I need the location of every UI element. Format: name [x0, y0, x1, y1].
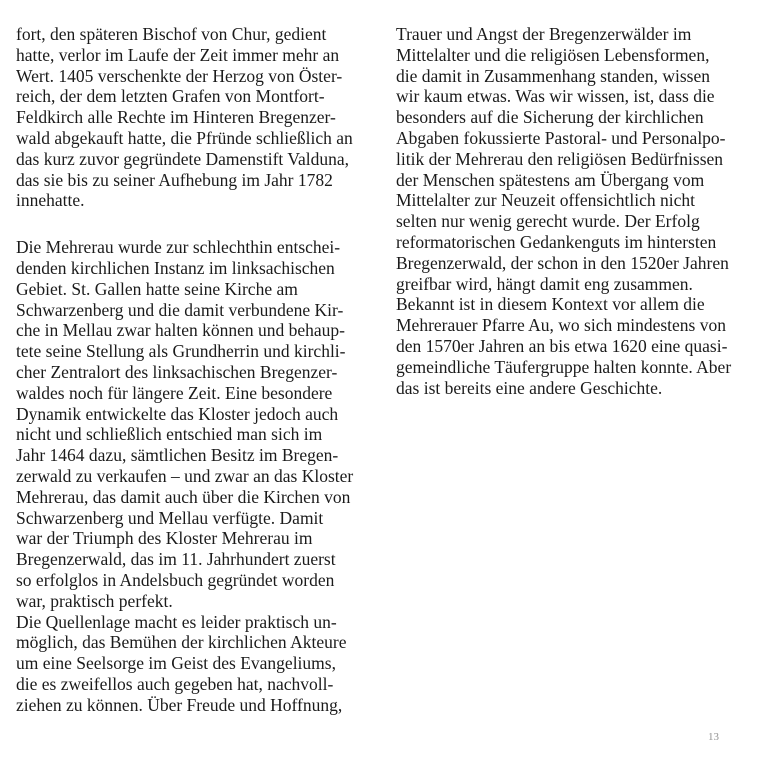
text-line: che in Mellau zwar halten können und behaup- [16, 320, 345, 341]
text-line: reformatorischen Gedankenguts im hintersten [396, 231, 717, 252]
text-line: um eine Seelsorge im Geist des Evangeliums, [16, 653, 336, 674]
text-line: Bregenzerwald, der schon in den 1520er Jahren [396, 252, 729, 273]
text-line: Schwarzenberg und Mellau verfügte. Damit [16, 507, 324, 528]
text-line: das sie bis zu seiner Aufhebung im Jahr 1782 [16, 169, 333, 190]
text-line: das kurz zuvor gegründete Damenstift Valduna, [16, 148, 350, 169]
page-number: 13 [708, 731, 719, 743]
paragraph [396, 24, 750, 398]
text-line: den 1570er Jahren an bis etwa 1620 eine quasi- [396, 335, 728, 356]
text-line: wald abgekauft hatte, die Pfründe schließlich an [16, 127, 353, 148]
right-column [396, 24, 750, 398]
text-line: Wert. 1405 verschenkte der Herzog von Öster- [16, 65, 343, 86]
text-line: ziehen zu können. Über Freude und Hoffnung, [16, 694, 343, 715]
text-line: Die Mehrerau wurde zur schlechthin entschei- [16, 237, 341, 258]
text-line: Bekannt ist in diesem Kontext vor allem die [396, 294, 705, 315]
paragraph [16, 237, 378, 611]
text-line: litik der Mehrerau den religiösen Bedürfnissen [396, 148, 724, 169]
text-line: Feldkirch alle Rechte im Hinteren Bregenzer- [16, 107, 336, 128]
text-line: waldes noch für längere Zeit. Eine besondere [16, 382, 333, 403]
text-line: reich, der dem letzten Grafen von Montfort- [16, 86, 325, 107]
text-line: Mittelalter und die religiösen Lebensformen, [396, 44, 710, 65]
text-line: war, praktisch perfekt. [16, 590, 173, 611]
text-line: Gebiet. St. Gallen hatte seine Kirche am [16, 278, 298, 299]
text-line: die es zweifellos auch gegeben hat, nachvoll- [16, 673, 334, 694]
text-line: Mehrerauer Pfarre Au, wo sich mindestens von [396, 315, 726, 336]
text-line: Mehrerau, das damit auch über die Kirchen von [16, 486, 351, 507]
paragraph [16, 24, 378, 211]
text-line: so erfolglos in Andelsbuch gegründet worden [16, 569, 335, 590]
text-line: Schwarzenberg und die damit verbundene Kir- [16, 299, 344, 320]
text-line: das ist bereits eine andere Geschichte. [396, 377, 663, 398]
text-line: greifbar wird, hängt damit eng zusammen. [396, 273, 693, 294]
text-line: nicht und schließlich entschied man sich im [16, 424, 323, 445]
text-line: war der Triumph des Kloster Mehrerau im [16, 528, 313, 549]
text-line: denden kirchlichen Instanz im linksachischen [16, 257, 335, 278]
text-line: der Menschen spätestens am Übergang vom [396, 169, 705, 190]
text-line: gemeindliche Täufergruppe halten konnte. Aber [396, 356, 732, 377]
text-line: Bregenzerwald, das im 11. Jahrhundert zuerst [16, 549, 336, 570]
text-line: Dynamik entwickelte das Kloster jedoch auch [16, 403, 339, 424]
text-line: Abgaben fokussierte Pastoral- und Personalpo- [396, 127, 726, 148]
text-line: fort, den späteren Bischof von Chur, gedient [16, 24, 327, 44]
text-line: Mittelalter zur Neuzeit offensichtlich nicht [396, 190, 696, 211]
text-line: innehatte. [16, 190, 85, 211]
text-line: selten nur wenig gerecht wurde. Der Erfolg [396, 211, 700, 232]
paragraph [16, 612, 378, 716]
text-line: Trauer und Angst der Bregenzerwälder im [396, 24, 692, 44]
text-line: Jahr 1464 dazu, sämtlichen Besitz im Bregen- [16, 445, 339, 466]
text-line: zerwald zu verkaufen – und zwar an das Kloster [16, 465, 354, 486]
text-line: cher Zentralort des linksachischen Bregenzer- [16, 361, 338, 382]
text-line: Die Quellenlage macht es leider praktisch un- [16, 611, 337, 632]
text-line: tete seine Stellung als Grundherrin und kirchli- [16, 341, 346, 362]
text-line: die damit in Zusammenhang standen, wissen [396, 65, 710, 86]
text-line: möglich, das Bemühen der kirchlichen Akteure [16, 632, 347, 653]
text-line: wir kaum etwas. Was wir wissen, ist, dass die [396, 86, 715, 107]
text-line: besonders auf die Sicherung der kirchlichen [396, 107, 704, 128]
left-column [16, 24, 378, 716]
text-line: hatte, verlor im Laufe der Zeit immer mehr an [16, 44, 340, 65]
